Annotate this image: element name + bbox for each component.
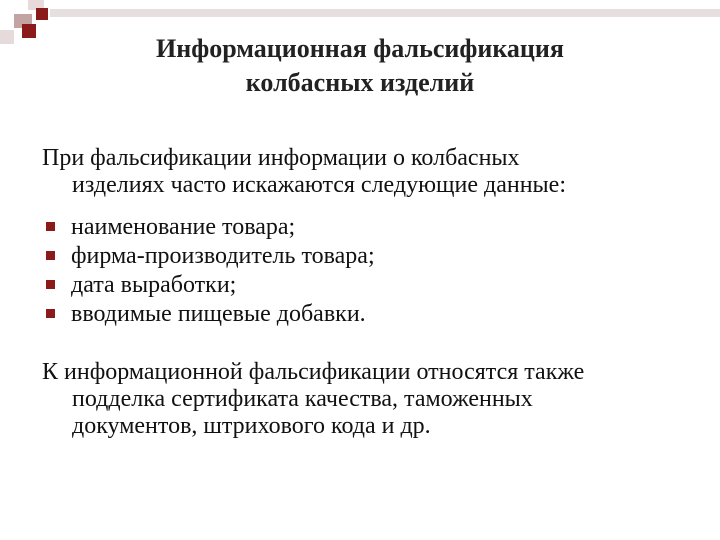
outro-line-1: К информационной фальсификации относятся также (42, 359, 585, 385)
slide-title-line-2: колбасных изделий (245, 68, 475, 97)
bullet-text: вводимые пищевые добавки. (71, 301, 366, 327)
corner-square-dark-2-icon (22, 24, 36, 38)
bullet-item (42, 271, 692, 300)
bullet-text: фирма-производитель товара; (71, 243, 375, 269)
intro-line-2: изделиях часто искажаются следующие данные: (72, 172, 567, 198)
corner-square-dark-icon (36, 8, 48, 20)
corner-square-light-2-icon (0, 30, 14, 44)
outro-line-3: документов, штрихового кода и др. (72, 413, 431, 439)
outro-paragraph (42, 359, 692, 440)
header-stripe (50, 9, 720, 17)
outro-line-2: подделка сертификата качества, таможенных (72, 386, 533, 412)
bullet-text: наименование товара; (71, 214, 296, 240)
intro-paragraph (42, 145, 692, 199)
bullet-item (42, 300, 692, 329)
square-bullet-icon (46, 251, 55, 260)
bullet-list (42, 213, 692, 329)
slide-title (50, 32, 670, 100)
bullet-item (42, 213, 692, 242)
square-bullet-icon (46, 222, 55, 231)
square-bullet-icon (46, 280, 55, 289)
bullet-item (42, 242, 692, 271)
intro-line-1: При фальсификации информации о колбасных (42, 145, 520, 171)
bullet-text: дата выработки; (71, 272, 237, 298)
slide-title-line-1: Информационная фальсификация (156, 34, 564, 63)
square-bullet-icon (46, 309, 55, 318)
